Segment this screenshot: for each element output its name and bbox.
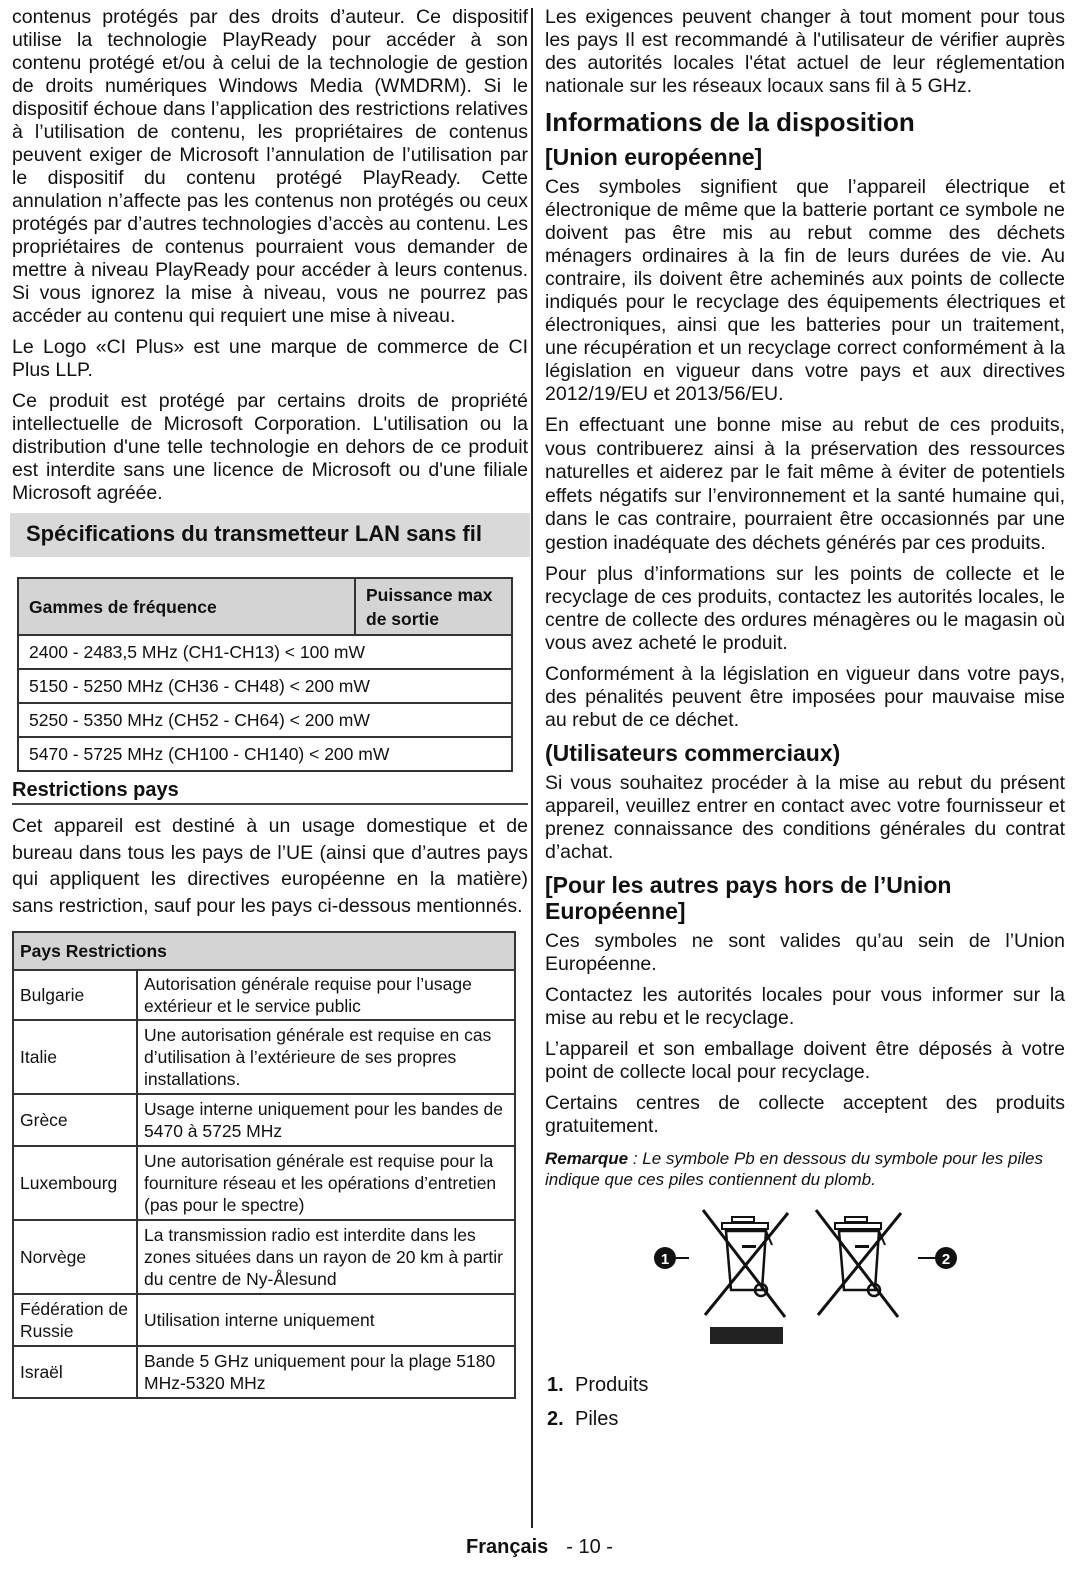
table-row (13, 1346, 515, 1398)
frequency-row: 5150 - 5250 MHz (CH36 - CH48) < 200 mW (18, 669, 512, 703)
table-row (13, 1094, 515, 1146)
non-eu-paragraph-1: Ces symboles ne sont valides qu’au sein de l’Union Européenne. (545, 930, 1065, 975)
legend-label: Piles (575, 1408, 619, 1430)
restriction-cell: Autorisation générale requise pour l’usage extérieur et le service public (137, 970, 515, 1020)
restriction-cell: Une autorisation générale est requise pour la fourniture réseau et les opérations d’entretien (pas pour le spectre) (137, 1146, 515, 1220)
table-row (13, 1220, 515, 1294)
product-bar (710, 1327, 783, 1344)
table-row (13, 1146, 515, 1220)
restriction-cell: Utilisation interne uniquement (137, 1294, 515, 1346)
frequency-row: 2400 - 2483,5 MHz (CH1-CH13) < 100 mW (18, 635, 512, 669)
eu-paragraph-2: En effectuant une bonne mise au rebut de ces produits, vous contribuerez ainsi à la préservation des ressources naturelles et aiderez par le fait même à éviter de potentiels effets négatifs sur l’environnement et la santé humaine qui, dans le cas contraire, pourraient être occasionnés par une gestion inadéquate des déchets générés par ces produits. (545, 414, 1065, 554)
disposal-info-heading: Informations de la disposition (545, 107, 915, 137)
microsoft-ip-paragraph: Ce produit est protégé par certains droits de propriété intellectuelle de Microsoft Corporation. L'utilisation ou la distribution d'une telle technologie en dehors de ce produit est interdite sans une licence de Microsoft ou d'une filiale Microsoft agréée. (12, 390, 528, 504)
legend-number: 2. (547, 1408, 564, 1430)
country-restrictions-heading: Restrictions pays (12, 778, 528, 805)
table-row (18, 669, 512, 703)
callout-1-icon (654, 1247, 689, 1269)
symbol-legend (547, 1368, 1065, 1436)
page-number: - 10 - (566, 1536, 613, 1558)
page-footer (0, 1536, 1079, 1559)
non-eu-paragraph-2: Contactez les autorités locales pour vous informer sur la mise au rebu et le recyclage. (545, 984, 1065, 1029)
frequency-row: 5470 - 5725 MHz (CH100 - CH140) < 200 mW (18, 737, 512, 771)
non-eu-paragraph-4: Certains centres de collecte acceptent des produits gratuitement. (545, 1092, 1065, 1137)
restriction-cell: Une autorisation générale est requise en cas d’utilisation à l’extérieure de ses propres installations. (137, 1020, 515, 1094)
header-frequency-range: Gammes de fréquence (18, 578, 355, 635)
country-cell: Fédération de Russie (13, 1294, 137, 1346)
weee-symbols (545, 1200, 1065, 1350)
eu-paragraph-1: Ces symboles signifient que l’appareil électrique et électronique de même que la batterie portant ce symbole ne doivent pas être mis au rebut comme des déchets ménagers ordinaires à la fin de leurs durées de vie. Au contraire, ils doivent être acheminés aux points de collecte indiqués pour le recyclage des équipements électriques et électroniques, ainsi que les batteries pour un traitement, une récupération et un recyclage correct conformément à la législation en vigueur dans votre pays et aux directives 2012/19/EU et 2013/56/EU. (545, 176, 1065, 405)
table-row (18, 635, 512, 669)
country-cell: Grèce (13, 1094, 137, 1146)
footer-language: Français (466, 1536, 549, 1558)
country-cell: Italie (13, 1020, 137, 1094)
legend-item (547, 1402, 1065, 1436)
country-restrictions-table (12, 931, 516, 1399)
wireless-lan-spec-heading: Spécifications du transmetteur LAN sans fil (10, 513, 530, 557)
country-cell: Norvège (13, 1220, 137, 1294)
header-max-output-power: Puissance max de sortie (355, 578, 512, 635)
country-table-header (13, 932, 515, 970)
legend-label: Produits (575, 1374, 649, 1396)
non-eu-paragraph-3: L’appareil et son emballage doivent être déposés à votre point de collecte local pour recyclage. (545, 1038, 1065, 1083)
frequency-row: 5250 - 5350 MHz (CH52 - CH64) < 200 mW (18, 703, 512, 737)
restriction-cell: Bande 5 GHz uniquement pour la plage 5180 MHz-5320 MHz (137, 1346, 515, 1398)
requirements-paragraph: Les exigences peuvent changer à tout moment pour tous les pays Il est recommandé à l'utilisateur de vérifier auprès des autorités locales l'état actuel de leur réglementation nationale sur les réseaux locaux sans fil à 5 GHz. (545, 6, 1065, 97)
business-users-paragraph: Si vous souhaitez procéder à la mise au rebut du présent appareil, veuillez entrer en contact avec votre fournisseur et prenez connaissance des conditions générales du contrat d’achat. (545, 772, 1065, 863)
restriction-cell: La transmission radio est interdite dans les zones situées dans un rayon de 20 km à partir du centre de Ny-Ålesund (137, 1220, 515, 1294)
non-eu-heading: [Pour les autres pays hors de l’Union Européenne] (545, 872, 952, 924)
note-text: : Le symbole Pb en dessous du symbole pour les piles indique que ces piles contiennent du plomb. (545, 1149, 1043, 1189)
country-restrictions-paragraph: Cet appareil est destiné à un usage domestique et de bureau dans tous les pays de l’UE (ainsi que d’autres pays qui appliquent les directives européenne en la matière) sans restriction, sauf pour les pays ci-dessous mentionnés. (12, 815, 528, 917)
callout-2-icon (918, 1247, 957, 1269)
note-label: Remarque (545, 1149, 629, 1168)
business-users-heading: (Utilisateurs commerciaux) (545, 740, 841, 766)
table-row (13, 1294, 515, 1346)
table-row (13, 1020, 515, 1094)
frequency-table-header (18, 578, 512, 635)
playready-paragraph: contenus protégés par des droits d’auteur. Ce dispositif utilise la technologie PlayReady pour accéder à son contenu protégé et/ou à celui de la technologie de gestion de droits numériques Windows Media (WMDRM). Si le dispositif échoue dans l’application des restrictions relatives à l’utilisation de contenu, les propriétaires de contenus peuvent exiger de Microsoft l’annulation de l’utilisation par le dispositif du contenu protégé PlayReady. Cette annulation n’affecte pas les contenus non protégés ou ceux protégés par d’autres technologies d’accès au contenu. Les propriétaires de contenus pourraient vous demander de mettre à niveau PlayReady pour accéder à leurs contenus. Si vous ignorez la mise à niveau, vous ne pourrez pas accéder au contenu qui requiert une mise à niveau. (12, 6, 528, 327)
eu-paragraph-3: Pour plus d’informations sur les points de collecte et le recyclage de ces produits, contactez les autorités locales, le centre de collecte des ordures ménagères ou le magasin où vous avez acheté le produit. (545, 563, 1065, 654)
table-row (18, 703, 512, 737)
frequency-table (17, 577, 513, 772)
legend-number: 1. (547, 1374, 564, 1396)
legend-item (547, 1368, 1065, 1402)
country-cell: Luxembourg (13, 1146, 137, 1220)
eu-paragraph-4: Conformément à la législation en vigueur dans votre pays, des pénalités peuvent être imposées pour mauvaise mise au rebut de ce déchet. (545, 663, 1065, 731)
ci-plus-paragraph: Le Logo «CI Plus» est une marque de commerce de CI Plus LLP. (12, 336, 528, 381)
crossed-wheelie-bin-icon (703, 1210, 788, 1317)
country-cell: Bulgarie (13, 970, 137, 1020)
column-divider (531, 8, 533, 1528)
header-country-restrictions: Pays Restrictions (13, 932, 515, 970)
lead-note (545, 1148, 1065, 1190)
table-row (18, 737, 512, 771)
callout-2-label: 2 (941, 1251, 951, 1268)
crossed-wheelie-bin-icon (816, 1210, 901, 1317)
right-column (545, 6, 1065, 1436)
country-cell: Israël (13, 1346, 137, 1398)
left-column (12, 6, 528, 1399)
restriction-cell: Usage interne uniquement pour les bandes de 5470 à 5725 MHz (137, 1094, 515, 1146)
eu-heading: [Union européenne] (545, 144, 763, 170)
weee-symbols-graphic (645, 1200, 1065, 1350)
callout-1-label: 1 (660, 1251, 670, 1268)
table-row (13, 970, 515, 1020)
